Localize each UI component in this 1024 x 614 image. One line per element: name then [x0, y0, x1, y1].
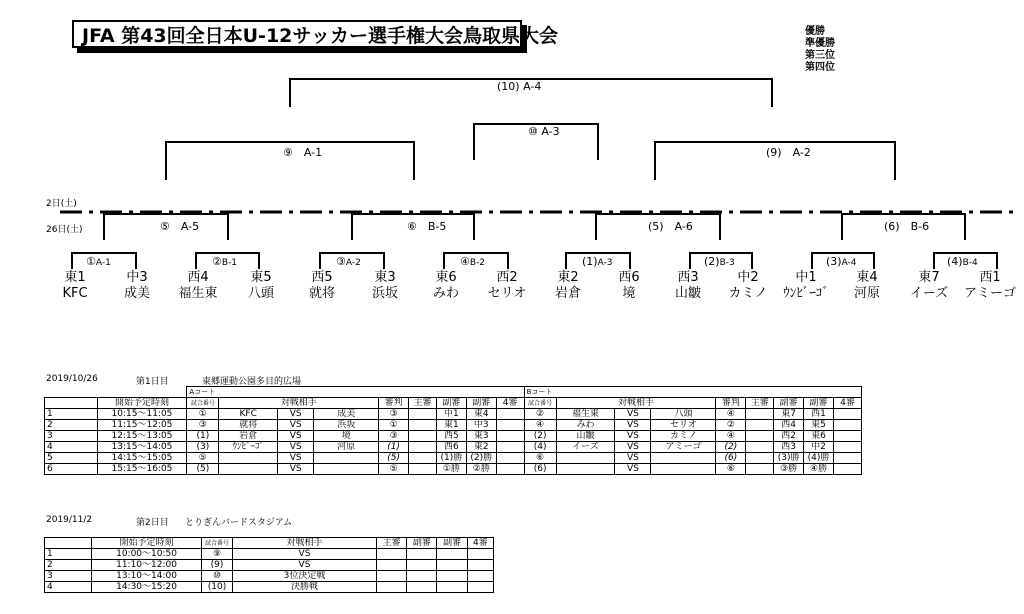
match-r1-label: (4)B-4 — [947, 255, 978, 268]
match-third-label: ⑩ A-3 — [528, 125, 560, 138]
court-a-label: Aコート — [187, 387, 524, 398]
team-seed: 東4 — [856, 270, 878, 285]
schedule1-table — [44, 386, 862, 475]
schedule2-venue: とりぎんバードスタジアム — [185, 518, 293, 528]
team-name: 浜坂 — [371, 286, 398, 301]
schedule2-table — [44, 537, 494, 593]
team-seed: 東7 — [918, 270, 940, 285]
team-name: セリオ — [487, 286, 527, 301]
header-sub1: 副審 — [436, 398, 466, 409]
header-sub2: 副審 — [466, 398, 496, 409]
match-semi-left-label: ⑨ A-1 — [283, 146, 323, 159]
header-fourth: 4審 — [496, 398, 524, 409]
team-seed: 中3 — [126, 270, 148, 285]
schedule2-date: 2019/11/2 — [46, 515, 93, 525]
legend-winner: 優勝 — [805, 26, 825, 37]
match-r1-label: (2)B-3 — [704, 255, 735, 268]
table-row: 1 10:00～10:50 ⑨ VS — [45, 549, 494, 560]
team-seed: 西5 — [311, 270, 333, 285]
team-seed: 東5 — [250, 270, 272, 285]
team-seed: 西3 — [677, 270, 699, 285]
match-r2-label: (5) A-6 — [648, 220, 693, 233]
header-sub1-b: 副審 — [774, 398, 804, 409]
team-name: 成美 — [123, 286, 150, 301]
match-r1-label: ③A-2 — [336, 255, 361, 268]
court-b-label: Bコート — [524, 387, 861, 398]
team-name: 岩倉 — [554, 286, 581, 301]
header-main-b: 主審 — [746, 398, 774, 409]
team-name: 山皺 — [674, 286, 701, 301]
match-r1-label: ②B-1 — [212, 255, 238, 268]
schedule2-day: 第2日目 — [136, 518, 169, 528]
table-row: 4 13:15～14:05 (3) ｳﾝﾋﾞｰｺﾞ VS 河原 (1) 西6 東2 (4) イーズ VS アミーゴ (2) 西3 中2 — [45, 442, 862, 453]
team-seed: 西4 — [187, 270, 209, 285]
team-seed: 東2 — [557, 270, 579, 285]
match-r2-label: (6) B-6 — [884, 220, 930, 233]
table-row: 2 11:15～12:05 ③ 就将 VS 浜坂 ① 東1 中3 ④ みわ VS セリオ ② 西4 東5 — [45, 420, 862, 431]
legend-runner-up: 準優勝 — [805, 38, 835, 49]
table-row: 2 11:10～12:00 (9) VS — [45, 560, 494, 571]
match-final-label: (10) A-4 — [497, 80, 542, 93]
team-seed: 西1 — [979, 270, 1001, 285]
match-r1-label: ①A-1 — [86, 255, 111, 268]
header-fourth-b: 4審 — [834, 398, 862, 409]
team-name: 境 — [622, 286, 636, 301]
match-r1-label: (1)A-3 — [582, 255, 613, 268]
team-seed: 中2 — [737, 270, 759, 285]
table-row: 1 10:15～11:05 ① KFC VS 成美 ③ 中1 東4 ② 福生東 VS 八頭 ④ 東7 西1 — [45, 409, 862, 420]
team-name: KFC — [62, 286, 88, 301]
header-opponents-b: 対戦相手 — [556, 398, 716, 409]
team-name: ｳﾝﾋﾞｰｺﾞ — [783, 286, 829, 301]
header-sub2-b: 副審 — [804, 398, 834, 409]
header-judge-b: 審判 — [716, 398, 746, 409]
table-header-row: 開始予定時刻 試合番号 対戦相手 主審 副審 副審 4審 — [45, 538, 494, 549]
table-row: 6 15:15～16:05 (5) VS ⑤ ①勝 ②勝 (6) VS ⑥ ③勝 ④勝 — [45, 464, 862, 475]
match-r2-label: ⑥ B-5 — [407, 220, 447, 233]
legend-third: 第三位 — [805, 50, 835, 61]
table-row: 3 12:15～13:05 (1) 岩倉 VS 境 ③ 西5 東3 (2) 山皺 VS カミノ ④ 西2 東6 — [45, 431, 862, 442]
table-row: 3 13:10～14:00 ⑩ 3位決定戦 — [45, 571, 494, 582]
table-row: 4 14:30～15:20 (10) 決勝戦 — [45, 582, 494, 593]
team-name: カミノ — [728, 286, 768, 301]
date-day2: 2日(土) — [46, 199, 77, 209]
team-seed: 東1 — [64, 270, 86, 285]
team-seed: 東3 — [374, 270, 396, 285]
tournament-title: JFA 第43回全日本U-12サッカー選手権大会鳥取県大会 — [72, 20, 522, 48]
team-name: 河原 — [853, 286, 880, 301]
team-name: 福生東 — [178, 286, 218, 301]
team-seed: 東6 — [435, 270, 457, 285]
team-name: みわ — [432, 286, 459, 301]
date-day1: 26日(土) — [46, 225, 83, 235]
header-match-no-b: 試合番号 — [524, 398, 556, 409]
team-seed: 西2 — [496, 270, 518, 285]
table-header-row — [45, 398, 862, 409]
match-semi-right-label: (9) A-2 — [766, 146, 811, 159]
team-name: イーズ — [909, 286, 949, 301]
header-match-no: 試合番号 — [187, 398, 219, 409]
schedule1-venue: 東郷運動公園多目的広場 — [202, 377, 302, 387]
match-r1-label: (3)A-4 — [826, 255, 857, 268]
team-name: 就将 — [308, 286, 335, 301]
team-name: 八頭 — [247, 286, 274, 301]
match-r1-label: ④B-2 — [460, 255, 486, 268]
header-judge: 審判 — [379, 398, 409, 409]
team-seed: 西6 — [618, 270, 640, 285]
match-r2-label: ⑤ A-5 — [160, 220, 200, 233]
header-start-time: 開始予定時刻 — [97, 398, 187, 409]
team-seed: 中1 — [795, 270, 817, 285]
header-main: 主審 — [409, 398, 437, 409]
schedule1-day: 第1日目 — [136, 377, 169, 387]
team-name: アミーゴ — [963, 286, 1016, 301]
table-row: 5 14:15～15:05 ⑤ VS (5) (1)勝 (2)勝 ⑥ VS (6) (3)勝 (4)勝 — [45, 453, 862, 464]
header-opponents: 対戦相手 — [219, 398, 379, 409]
legend-fourth: 第四位 — [805, 62, 835, 73]
schedule1-date: 2019/10/26 — [46, 374, 98, 384]
